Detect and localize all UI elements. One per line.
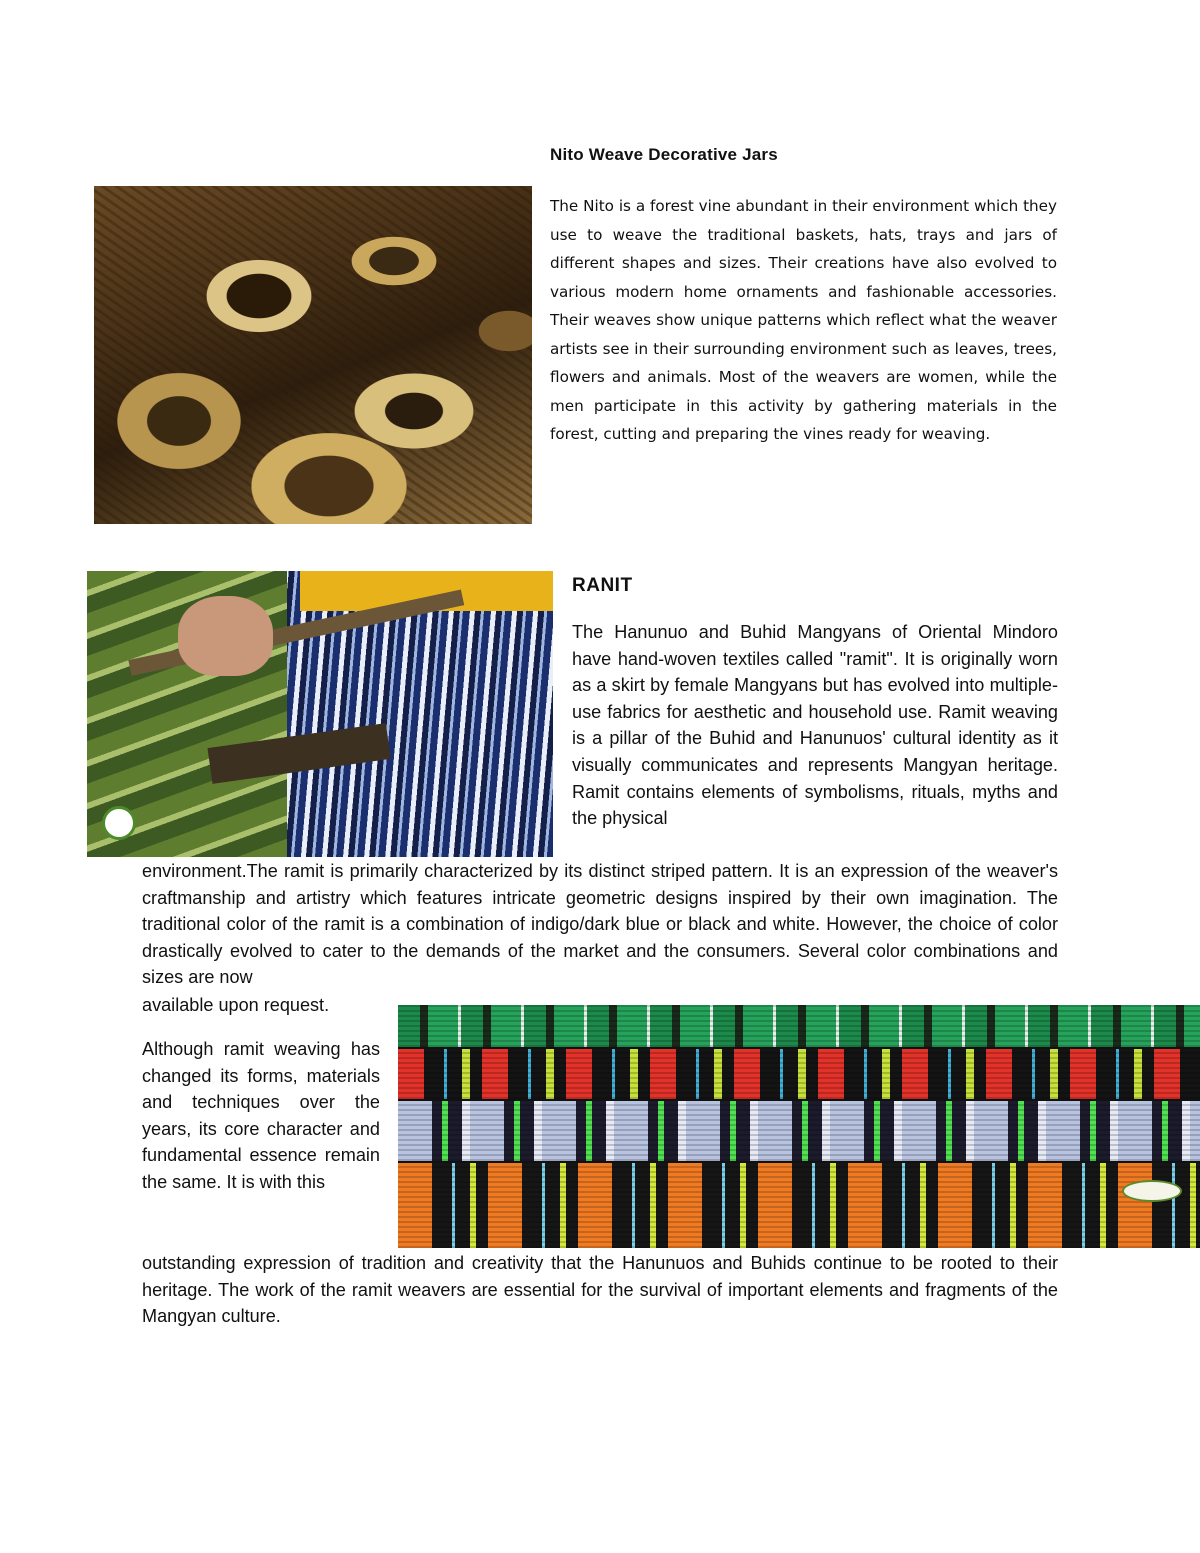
ramit-paragraph-1-continued: environment.The ramit is primarily characterized by its distinct striped pattern. It is an expression of the weaver's craftmanship and artistry which features intricate geometric designs inspired by their own imagination. The traditional color of the ramit is a combination of indigo/dark blue or black and white. However, the choice of color drastically evolved to cater to the demands of the market and the consumers. Several color combinations and sizes are now bbox=[142, 861, 1058, 988]
ramit-paragraph-2-wrapped: Although ramit weaving has changed its forms, materials and techniques over the years, its core character and fundamental essence remain the same. It is with this bbox=[142, 1039, 380, 1192]
textile-band-green bbox=[398, 1005, 1200, 1047]
textile-band-blue bbox=[398, 1101, 1200, 1161]
ramit-heading: RANIT bbox=[572, 575, 633, 596]
ramit-paragraph-2-continued: outstanding expression of tradition and creativity that the Hanunuos and Buhids continue to be rooted to their heritage. The work of the ramit weavers are essential for the survival of important elements and fragments of the Mangyan culture. bbox=[142, 1253, 1058, 1327]
ramit-paragraph-1-wrapped: The Hanunuo and Buhid Mangyans of Oriental Mindoro have hand-woven textiles called "ramit". It is originally worn as a skirt by female Mangyans but has evolved into multiple-use fabrics for aesthetic and household use. Ramit weaving is a pillar of the Buhid and Hanunuos' cultural identity as it visually communicates and represents Mangyan heritage. Ramit contains elements of symbolisms, rituals, myths and the physical bbox=[572, 622, 1058, 829]
textile-logo-watermark bbox=[1122, 1180, 1182, 1202]
loom-logo-watermark bbox=[102, 806, 136, 840]
ramit-paragraph-1-last-line: available upon request. bbox=[142, 995, 330, 1015]
nito-baskets-photo bbox=[94, 186, 532, 524]
ramit-textiles-photo bbox=[398, 1005, 1200, 1248]
textile-band-red bbox=[398, 1049, 1200, 1099]
textile-band-orange bbox=[398, 1163, 1200, 1248]
nito-heading: Nito Weave Decorative Jars bbox=[550, 145, 778, 164]
nito-body-text: The Nito is a forest vine abundant in their environment which they use to weave the traditional baskets, hats, trays and jars of different shapes and sizes. Their creations have also evolved to various modern home ornaments and fashionable accessories. Their weaves show unique patterns which reflect what the weaver artists see in their surrounding environment such as leaves, trees, flowers and animals. Most of the weavers are women, while the men participate in this activity by gathering materials in the forest, cutting and preparing the vines ready for weaving. bbox=[550, 197, 1057, 443]
weaver-hand bbox=[178, 596, 273, 676]
